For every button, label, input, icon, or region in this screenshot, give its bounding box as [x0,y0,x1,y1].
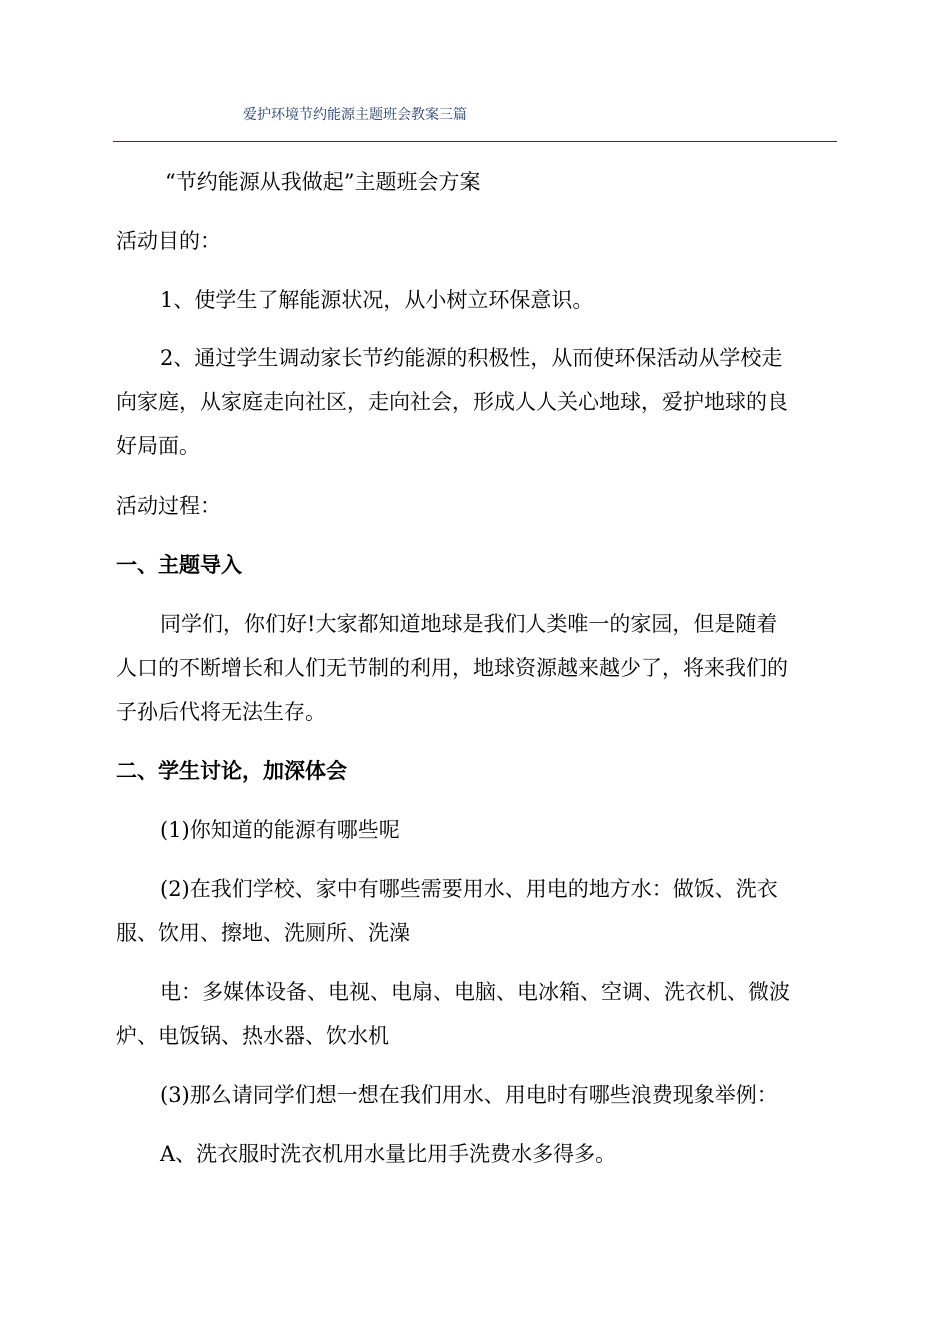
section-1-line-3: 子孙后代将无法生存。 [116,700,326,724]
section-2-heading: 二、学生讨论，加深体会 [116,759,347,783]
purpose-item-2 [116,336,838,468]
question-3: (3)那么请同学们想一想在我们用水、用电时有哪些浪费现象举例： [160,1083,778,1107]
purpose-heading: 活动目的： [116,229,221,253]
header-divider [113,141,837,142]
section-1-paragraph [116,602,838,734]
electric-line-2: 炉、电饭锅、热水器、饮水机 [116,1024,389,1048]
section-1-line-2: 人口的不断增长和人们无节制的利用，地球资源越来越少了，将来我们的 [116,656,788,680]
electric-list [116,970,838,1058]
document-title: “节约能源从我做起”主题班会方案 [165,170,481,194]
purpose-item-1: 1、使学生了解能源状况，从小树立环保意识。 [160,288,594,312]
question-2-line-1: (2)在我们学校、家中有哪些需要用水、用电的地方水：做饭、洗衣 [160,877,778,901]
section-1-heading: 一、主题导入 [116,553,242,577]
question-1: (1)你知道的能源有哪些呢 [160,818,400,842]
purpose-item-2-line-3: 好局面。 [116,434,200,458]
question-2-line-2: 服、饮用、擦地、洗厕所、洗澡 [116,921,410,945]
electric-line-1: 电：多媒体设备、电视、电扇、电脑、电冰箱、空调、洗衣机、微波 [160,980,790,1004]
running-header-title: 爱护环境节约能源主题班会教案三篇 [243,107,467,123]
purpose-item-2-line-2: 向家庭，从家庭走向社区，走向社会，形成人人关心地球，爱护地球的良 [116,390,788,414]
purpose-item-2-line-1: 2、通过学生调动家长节约能源的积极性，从而使环保活动从学校走 [160,346,783,370]
section-1-line-1: 同学们，你们好!大家都知道地球是我们人类唯一的家园，但是随着 [160,612,778,636]
example-a: A、洗衣服时洗衣机用水量比用手洗费水多得多。 [160,1142,617,1166]
question-2 [116,867,838,955]
process-heading: 活动过程： [116,494,221,518]
